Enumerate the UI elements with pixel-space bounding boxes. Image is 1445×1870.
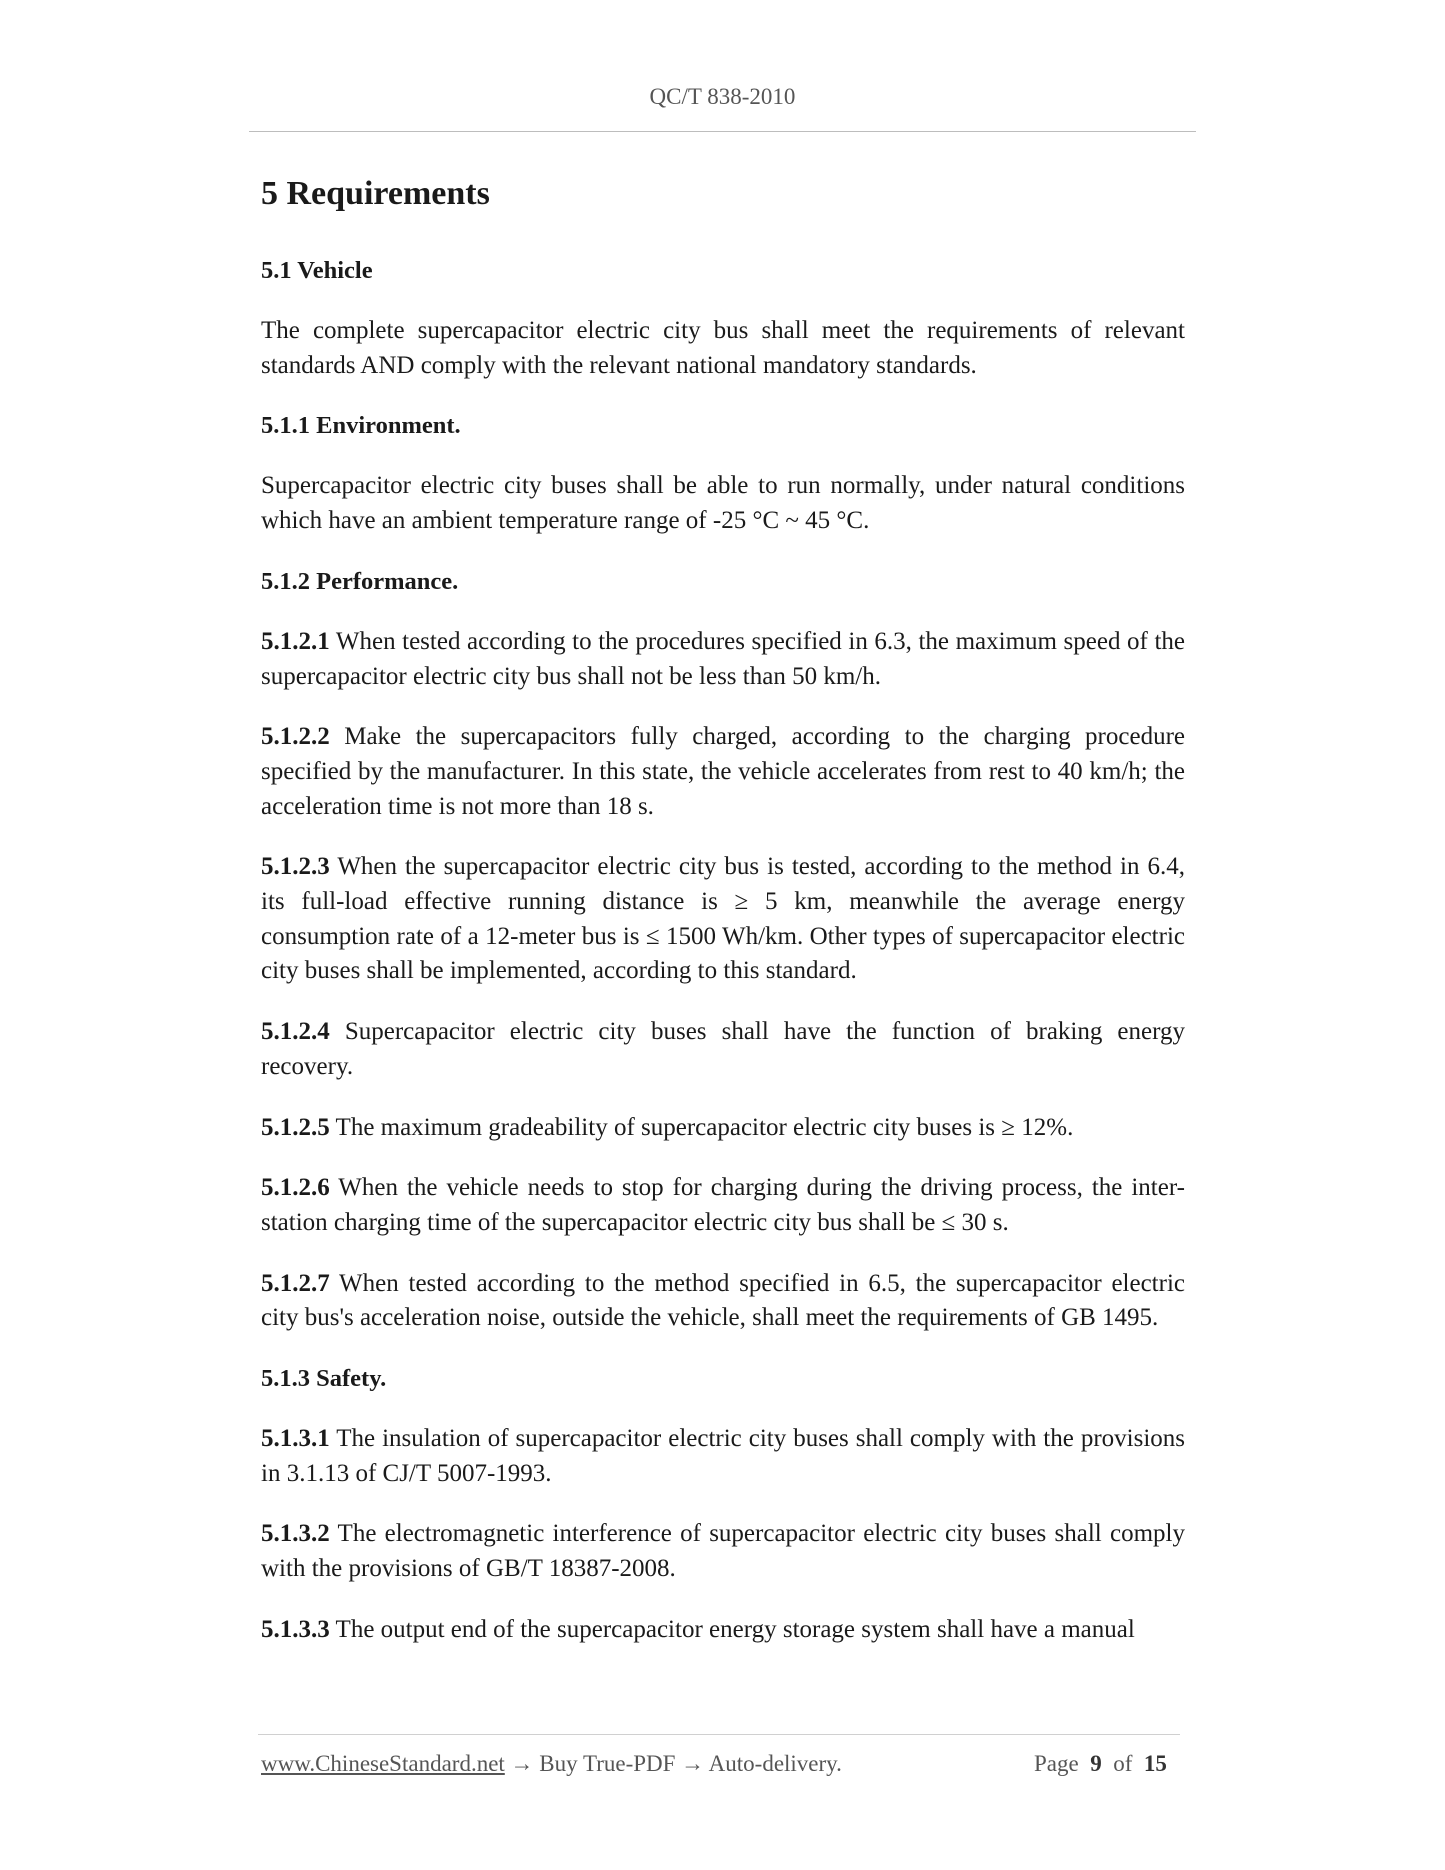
clause-text: When tested according to the method specified in 6.5, the supercapacitor electric city bus's acceleration noise, outside the vehicle, shall meet the requirements of GB 1495.: [261, 1269, 1185, 1332]
clause-5-1-3-1: [261, 1422, 1185, 1491]
header-divider: [249, 131, 1196, 132]
vehicle-paragraph: The complete supercapacitor electric city bus shall meet the requirements of relevant standards AND comply with the relevant national mandatory standards.: [261, 317, 1185, 379]
clause-text: When the supercapacitor electric city bus is tested, according to the method in 6.4, its full-load effective running distance is ≥ 5 km, meanwhile the average energy consumption rate of a 12-meter bus is ≤ 1500 Wh/km. Other types of supercapacitor electric city buses shall be implemented, according to this standard.: [261, 853, 1185, 985]
clause-5-1-2-1: [261, 625, 1185, 694]
footer-divider: [258, 1734, 1180, 1735]
clause-5-1-2-7: [261, 1267, 1185, 1336]
clause-number: 5.1.2.4: [261, 1018, 330, 1046]
clause-number: 5.1.2.6: [261, 1174, 330, 1202]
clause-5-1-3-3: [261, 1613, 1185, 1648]
clause-number: 5.1.2.2: [261, 723, 330, 751]
section-title: 5 Requirements: [261, 175, 490, 212]
document-body: [261, 172, 1185, 1674]
clause-text: Make the supercapacitors fully charged, according to the charging procedure specified by the manufacturer. In this state, the vehicle accelerates from rest to 40 km/h; the acceleration time is not more than 18 s.: [261, 723, 1185, 820]
environment-paragraph: Supercapacitor electric city buses shall be able to run normally, under natural conditions which have an ambient temperature range of -25 °C ~ 45 °C.: [261, 472, 1185, 535]
page-number: 9: [1090, 1751, 1102, 1776]
page-total: 15: [1143, 1751, 1167, 1776]
subsection-title-environment: 5.1.1 Environment.: [261, 412, 461, 440]
subsection-title-performance: 5.1.2 Performance.: [261, 567, 459, 595]
clause-text: The insulation of supercapacitor electric city buses shall comply with the provisions in 3.1.13 of CJ/T 5007-1993.: [261, 1425, 1185, 1487]
of-label: of: [1113, 1751, 1133, 1776]
document-code-header: QC/T 838-2010: [649, 84, 796, 109]
clause-number: 5.1.2.3: [261, 853, 330, 881]
clause-text: When the vehicle needs to stop for charging during the driving process, the inter-station charging time of the supercapacitor electric city bus shall be ≤ 30 s.: [261, 1174, 1185, 1236]
footer-tagline: → Buy True-PDF → Auto-delivery.: [504, 1751, 842, 1776]
clause-text: The electromagnetic interference of supercapacitor electric city buses shall comply with the provisions of GB/T 18387-2008.: [261, 1520, 1185, 1583]
clause-text: Supercapacitor electric city buses shall have the function of braking energy recovery.: [261, 1018, 1185, 1080]
clause-number: 5.1.3.3: [261, 1615, 330, 1643]
clause-5-1-2-5: [261, 1111, 1185, 1146]
clause-number: 5.1.2.7: [261, 1269, 330, 1297]
clause-text: When tested according to the procedures specified in 6.3, the maximum speed of the supercapacitor electric city bus shall not be less than 50 km/h.: [261, 627, 1185, 690]
clause-5-1-2-4: [261, 1015, 1185, 1084]
clause-5-1-2-3: [261, 850, 1185, 989]
page-label: Page: [1034, 1751, 1079, 1776]
clause-number: 5.1.2.1: [261, 627, 330, 655]
subsection-title-safety: 5.1.3 Safety.: [261, 1365, 387, 1393]
clause-5-1-2-6: [261, 1171, 1185, 1240]
clause-5-1-3-2: [261, 1517, 1185, 1586]
page-indicator: [1034, 1751, 1167, 1777]
clause-5-1-2-2: [261, 720, 1185, 824]
subsection-title-vehicle: 5.1 Vehicle: [261, 257, 373, 284]
clause-number: 5.1.3.2: [261, 1520, 330, 1548]
clause-number: 5.1.3.1: [261, 1425, 330, 1453]
clause-number: 5.1.2.5: [261, 1113, 330, 1141]
clause-text: The output end of the supercapacitor energy storage system shall have a manual: [329, 1615, 1135, 1643]
footer-site-line: [261, 1751, 842, 1777]
website-link[interactable]: www.ChineseStandard.net: [261, 1751, 505, 1776]
clause-text: The maximum gradeability of supercapacitor electric city buses is ≥ 12%.: [329, 1113, 1074, 1141]
